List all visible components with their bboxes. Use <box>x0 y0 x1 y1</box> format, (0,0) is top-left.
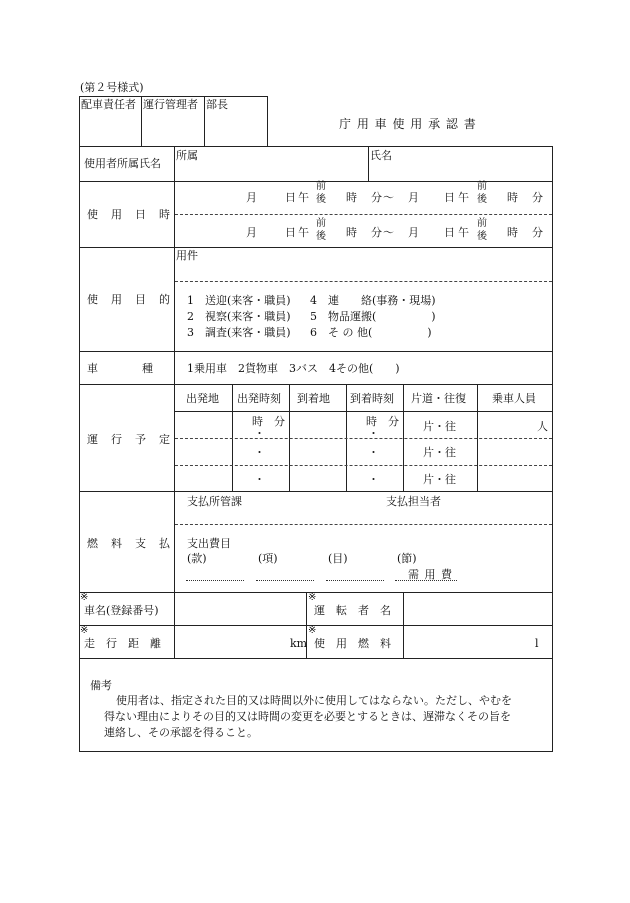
schedule-header-passengers: 乗車人員 <box>492 392 536 405</box>
purpose-option-4: 4 連 絡(事務・現場) <box>310 294 436 307</box>
mark-driver: ※ <box>308 592 317 603</box>
remarks-line-2: 得ない理由によりその目的又は時間の変更を必要とするときは、遅滞なくその旨を <box>104 710 511 723</box>
purpose-option-3: 3 調査(来客・職員) <box>187 326 291 339</box>
payment-dept-label: 支払所管課 <box>187 495 242 508</box>
expense-juyouhi: 需 用 費 <box>408 568 453 581</box>
schedule-header-trip: 片道・往復 <box>411 392 466 405</box>
expense-setsu: (節) <box>397 552 417 565</box>
errand-label: 用件 <box>176 249 198 262</box>
form-number: (第２号様式) <box>80 81 144 94</box>
fuel-payment-label: 燃 料 支 払 <box>87 537 171 550</box>
schedule-header-departure-time: 出発時刻 <box>237 392 281 405</box>
mark-reg: ※ <box>80 592 89 603</box>
mark-distance: ※ <box>80 625 89 636</box>
vehicle-label: 車 種 <box>87 362 153 375</box>
schedule-label: 運 行 予 定 <box>87 433 171 446</box>
payment-person-label: 支払担当者 <box>386 495 441 508</box>
remarks-label: 備考 <box>90 679 112 692</box>
distance-unit: km <box>290 637 308 650</box>
remarks-line-3: 連絡し、その承認を得ること。 <box>104 726 258 739</box>
dept-label: 所属 <box>176 149 198 162</box>
expense-kou: (項) <box>258 552 278 565</box>
registration-label: 車名(登録番号) <box>84 604 159 617</box>
vehicle-options: 1乗用車 2貨物車 3バス 4その他( ) <box>187 362 400 375</box>
dates-label: 使 用 日 時 <box>87 208 171 221</box>
schedule-header-arrival: 到着地 <box>297 392 330 405</box>
expense-item-label: 支出費目 <box>187 537 231 550</box>
expense-moku: (目) <box>328 552 348 565</box>
purpose-label: 使 用 目 的 <box>87 293 171 306</box>
fuel-used-label: 使 用 燃 料 <box>314 637 391 650</box>
driver-label: 運 転 者 名 <box>314 604 391 617</box>
approval-col-3: 部長 <box>206 98 228 111</box>
remarks-line-1: 使用者は、指定された目的又は時間以外に使用してはならない。ただし、やむを <box>116 694 512 707</box>
approval-col-2: 運行管理者 <box>143 98 198 111</box>
fuel-used-unit: l <box>535 637 539 650</box>
mark-fuel: ※ <box>308 625 317 636</box>
name-label: 氏名 <box>370 149 392 162</box>
schedule-header-departure: 出発地 <box>186 392 219 405</box>
user-label: 使用者所属氏名 <box>84 157 161 170</box>
schedule-header-arrival-time: 到着時刻 <box>350 392 394 405</box>
purpose-option-6: 6 そ の 他( ) <box>310 326 432 339</box>
distance-label: 走 行 距 離 <box>84 637 161 650</box>
purpose-option-5: 5 物品運搬( ) <box>310 310 436 323</box>
approval-col-1: 配車責任者 <box>81 98 136 111</box>
purpose-option-1: 1 送迎(来客・職員) <box>187 294 291 307</box>
page-title: 庁 用 車 使 用 承 認 書 <box>339 117 477 131</box>
purpose-option-2: 2 視察(来客・職員) <box>187 310 291 323</box>
expense-kan: (款) <box>187 552 207 565</box>
